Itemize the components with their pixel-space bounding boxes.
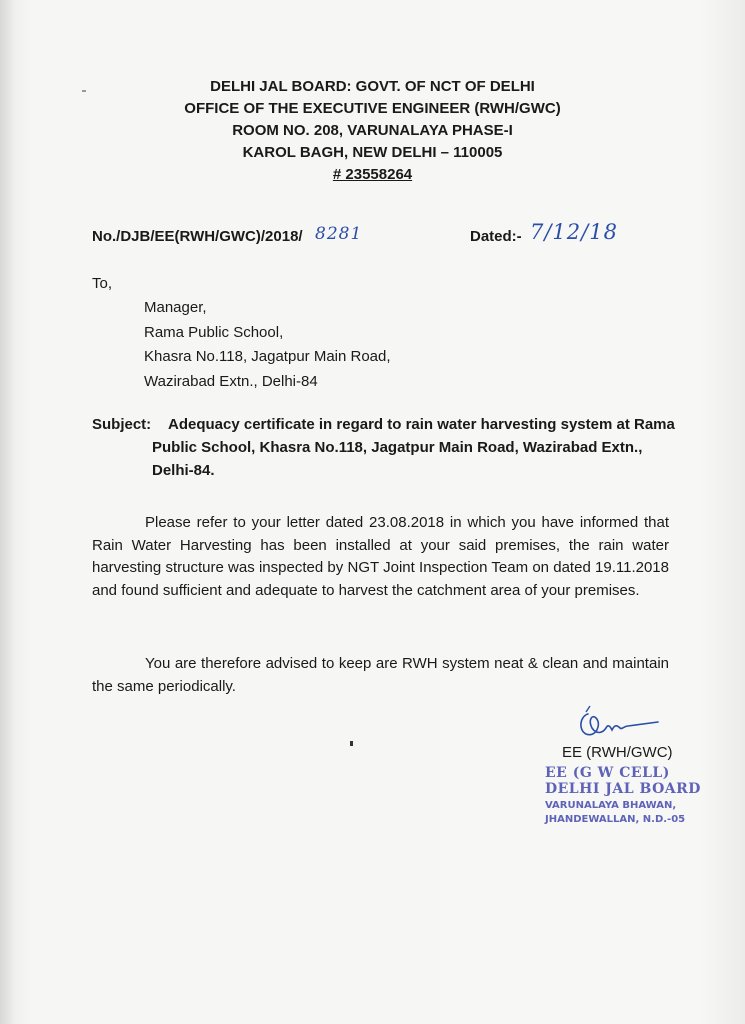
letterhead [0,76,745,186]
salutation-to: To, [92,275,113,292]
subject-line: Delhi-84. [152,462,215,479]
subject-line: Adequacy certificate in regard to rain water harvesting system at Rama [168,416,675,433]
stamp-line: VARUNALAYA BHAWAN, [545,800,677,811]
subject-label: Subject: [92,416,152,433]
recipient-line: Wazirabad Extn., Delhi-84 [144,372,318,390]
date-handwritten: 7/12/18 [530,220,618,244]
stamp-line: EE (G W CELL) [545,765,670,781]
reference-number-handwritten: 8281 [315,224,363,244]
signatory-designation: EE (RWH/GWC) [562,744,673,761]
handwritten-signature [566,704,666,744]
stamp-line: DELHI JAL BOARD [545,781,701,797]
reference-label: No./DJB/EE(RWH/GWC)/2018/ [92,228,303,245]
recipient-address [144,296,391,394]
letterhead-address: KAROL BAGH, NEW DELHI – 110005 [242,144,503,161]
recipient-line: Rama Public School, [144,323,284,341]
body-paragraph-1 [92,512,669,602]
letterhead-office: OFFICE OF THE EXECUTIVE ENGINEER (RWH/GWC) [184,100,561,117]
office-stamp [545,765,715,827]
recipient-line: Manager, [144,299,207,316]
subject-line: Public School, Khasra No.118, Jagatpur Main Road, Wazirabad Extn., [152,439,643,456]
letterhead-phone: # 23558264 [332,166,413,183]
ink-speck [350,741,353,746]
stamp-line: JHANDEWALLAN, N.D.-05 [545,814,686,825]
body-paragraph-1-text: Please refer to your letter dated 23.08.2018 in which you have informed that Rain Water Harvesting has been installed at your said premises, the rain water harvesting structure was inspected by NGT Joint Inspection Team on dated 19.11.2018 and found sufficient and adequate to harvest the catchment area of your premises. [92,514,669,599]
letterhead-org: DELHI JAL BOARD: GOVT. OF NCT OF DELHI [210,78,535,95]
reference-row [92,220,652,252]
recipient-line: Khasra No.118, Jagatpur Main Road, [144,348,391,365]
dated-label: Dated:- [470,228,522,245]
letterhead-room: ROOM NO. 208, VARUNALAYA PHASE-I [232,122,513,139]
body-paragraph-2: You are therefore advised to keep are RWH system neat & clean and maintain the same periodically. [92,655,669,695]
